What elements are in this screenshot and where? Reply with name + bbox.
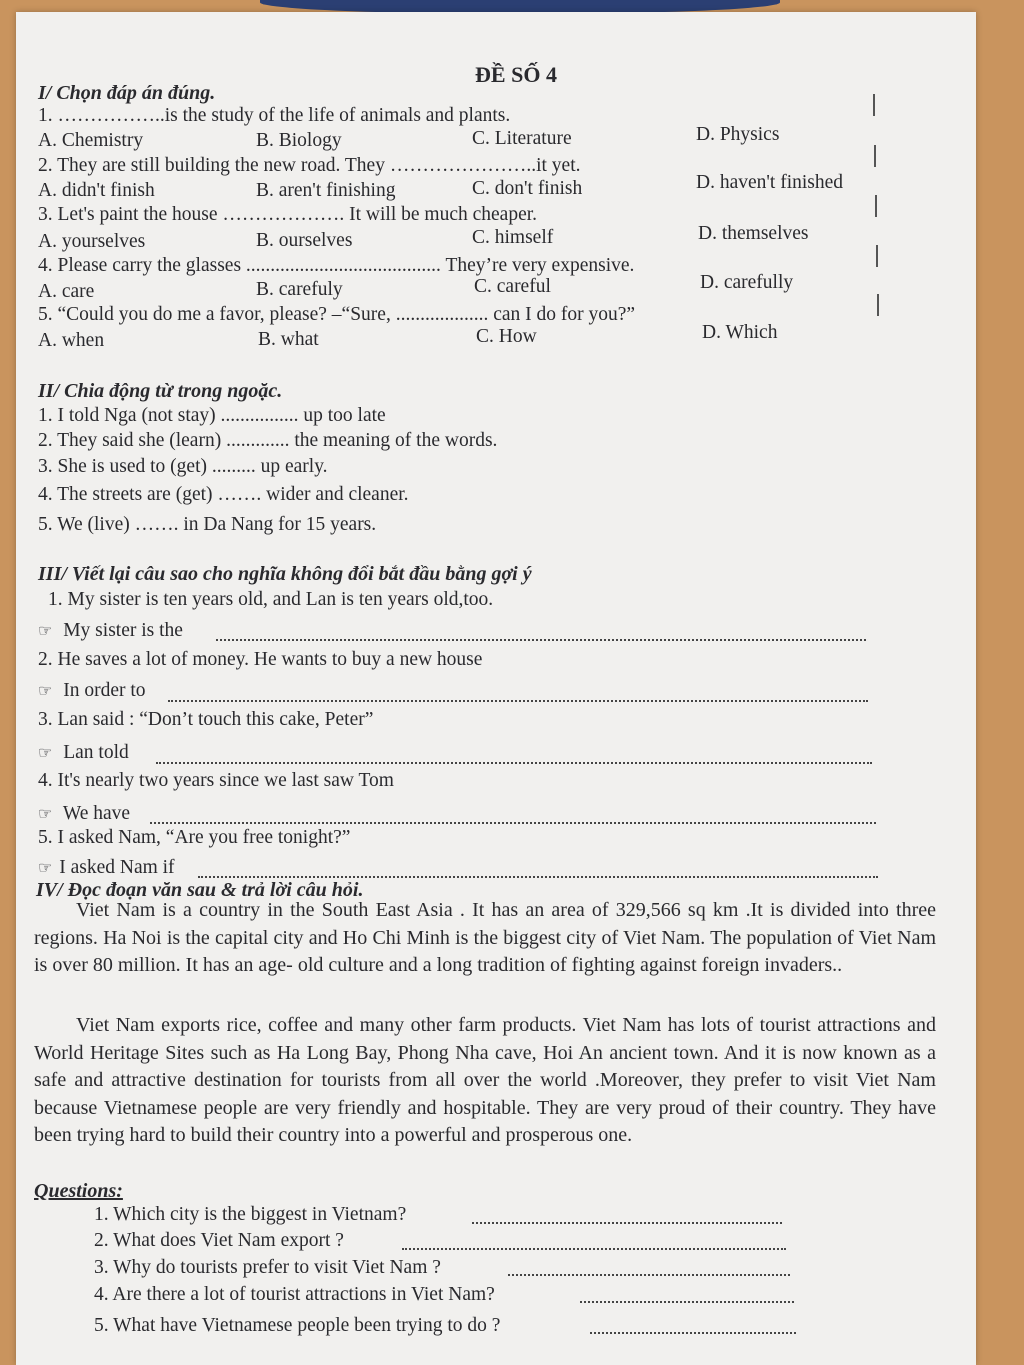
rewrite-sentence-3: 3. Lan said : “Don’t touch this cake, Peter” (38, 709, 374, 730)
margin-mark (874, 145, 876, 167)
reading-question-1: 1. Which city is the biggest in Vietnam? (94, 1204, 407, 1225)
verb-item-3: 3. She is used to (get) ......... up early. (38, 456, 328, 477)
q3-option-b: B. ourselves (256, 230, 353, 251)
q1-option-c: C. Literature (472, 128, 572, 149)
verb-item-1: 1. I told Nga (not stay) ................ up too late (38, 405, 386, 426)
answer-line (168, 700, 868, 702)
q1-option-b: B. Biology (256, 130, 342, 151)
section3-heading: III/ Viết lại câu sao cho nghĩa không đổi bắt đầu bằng gợi ý (38, 563, 532, 585)
margin-mark (873, 94, 875, 116)
answer-line (402, 1248, 786, 1250)
answer-line (472, 1222, 782, 1224)
verb-item-2: 2. They said she (learn) ............. the meaning of the words. (38, 430, 498, 451)
q4-option-d: D. carefully (700, 272, 794, 293)
rewrite-sentence-1: 1. My sister is ten years old, and Lan is ten years old,too. (48, 589, 494, 610)
q1-option-a: A. Chemistry (38, 130, 144, 151)
q2-stem: 2. They are still building the new road. They …………………..it yet. (38, 155, 581, 176)
verb-item-5: 5. We (live) ……. in Da Nang for 15 years. (38, 514, 377, 535)
pointing-hand-icon: ☞ (38, 745, 53, 762)
rewrite-prompt-label: My sister is the (63, 620, 183, 641)
rewrite-prompt-2 (38, 680, 146, 702)
rewrite-prompt-label: In order to (63, 680, 146, 701)
q2-option-c: C. don't finish (472, 178, 583, 199)
q3-option-a: A. yourselves (38, 231, 146, 252)
worksheet-paper (16, 12, 976, 1365)
answer-line (580, 1301, 794, 1303)
q2-option-d: D. haven't finished (696, 172, 844, 193)
reading-question-3: 3. Why do tourists prefer to visit Viet Nam ? (94, 1257, 441, 1278)
section1-heading: I/ Chọn đáp án đúng. (38, 82, 216, 104)
margin-mark (877, 294, 879, 316)
q5-option-c: C. How (476, 326, 537, 347)
q4-option-c: C. careful (474, 276, 551, 297)
reading-question-4: 4. Are there a lot of tourist attractions in Viet Nam? (94, 1284, 495, 1305)
rewrite-prompt-3 (38, 742, 129, 764)
pointing-hand-icon: ☞ (38, 623, 53, 640)
q2-option-b: B. aren't finishing (256, 180, 396, 201)
reading-paragraph-1: Viet Nam is a country in the South East Asia . It has an area of 329,566 sq km .It is divided into three regions. Ha Noi is the capital city and Ho Chi Minh is the biggest city of Viet Nam. The population of Viet Nam is over 80 million. It has an age- old culture and a long tradition of fighting against foreign invaders.. (34, 899, 936, 976)
pointing-hand-icon: ☞ (38, 806, 53, 823)
q4-stem: 4. Please carry the glasses ........................................ They’re very expensive. (38, 255, 635, 276)
q5-option-d: D. Which (702, 322, 778, 343)
q4-option-a: A. care (38, 281, 95, 302)
q1-option-d: D. Physics (696, 124, 780, 145)
rewrite-prompt-5 (38, 857, 175, 879)
rewrite-sentence-5: 5. I asked Nam, “Are you free tonight?” (38, 827, 351, 848)
reading-question-5: 5. What have Vietnamese people been trying to do ? (94, 1315, 501, 1336)
answer-line (150, 822, 876, 824)
rewrite-prompt-4 (38, 803, 130, 825)
pointing-hand-icon: ☞ (38, 860, 53, 877)
reading-paragraph-2: Viet Nam exports rice, coffee and many other farm products. Viet Nam has lots of tourist attractions and World Heritage Sites such as Ha Long Bay, Phong Nha cave, Hoi An ancient town. And it is now known as a safe and attractive destination for tourists from all over the world .Moreover, they prefer to visit Viet Nam because Vietnamese people are very friendly and hospitable. They are very proud of their country. They have been trying hard to build their country into a powerful and prosperous one. (34, 1014, 936, 1146)
answer-line (216, 639, 866, 641)
answer-line (156, 762, 872, 764)
questions-heading: Questions: (34, 1180, 123, 1202)
pointing-hand-icon: ☞ (38, 683, 53, 700)
answer-line (590, 1332, 796, 1334)
answer-line (198, 876, 878, 878)
q5-option-a: A. when (38, 330, 105, 351)
page-title: ĐỀ SỐ 4 (475, 62, 557, 87)
rewrite-prompt-1 (38, 620, 183, 642)
answer-line (508, 1274, 790, 1276)
q3-stem: 3. Let's paint the house ………………. It will be much cheaper. (38, 204, 538, 225)
section2-heading: II/ Chia động từ trong ngoặc. (38, 380, 283, 402)
q5-option-b: B. what (258, 329, 319, 350)
verb-item-4: 4. The streets are (get) ……. wider and cleaner. (38, 484, 409, 505)
q3-option-d: D. themselves (698, 223, 809, 244)
margin-mark (876, 245, 878, 267)
reading-question-2: 2. What does Viet Nam export ? (94, 1230, 344, 1251)
q4-option-b: B. carefuly (256, 279, 343, 300)
rewrite-prompt-label: Lan told (63, 742, 129, 763)
margin-mark (875, 195, 877, 217)
q5-stem: 5. “Could you do me a favor, please? –“Sure, ................... can I do for you?” (38, 304, 636, 325)
q2-option-a: A. didn't finish (38, 180, 155, 201)
rewrite-prompt-label: I asked Nam if (59, 857, 175, 878)
q3-option-c: C. himself (472, 227, 554, 248)
rewrite-prompt-label: We have (62, 803, 131, 824)
section4-heading: IV/ Đọc đoạn văn sau & trả lời câu hỏi. (36, 879, 364, 901)
rewrite-sentence-4: 4. It's nearly two years since we last saw Tom (38, 770, 394, 791)
rewrite-sentence-2: 2. He saves a lot of money. He wants to buy a new house (38, 649, 483, 670)
q1-stem: 1. ……………..is the study of the life of animals and plants. (38, 105, 511, 126)
